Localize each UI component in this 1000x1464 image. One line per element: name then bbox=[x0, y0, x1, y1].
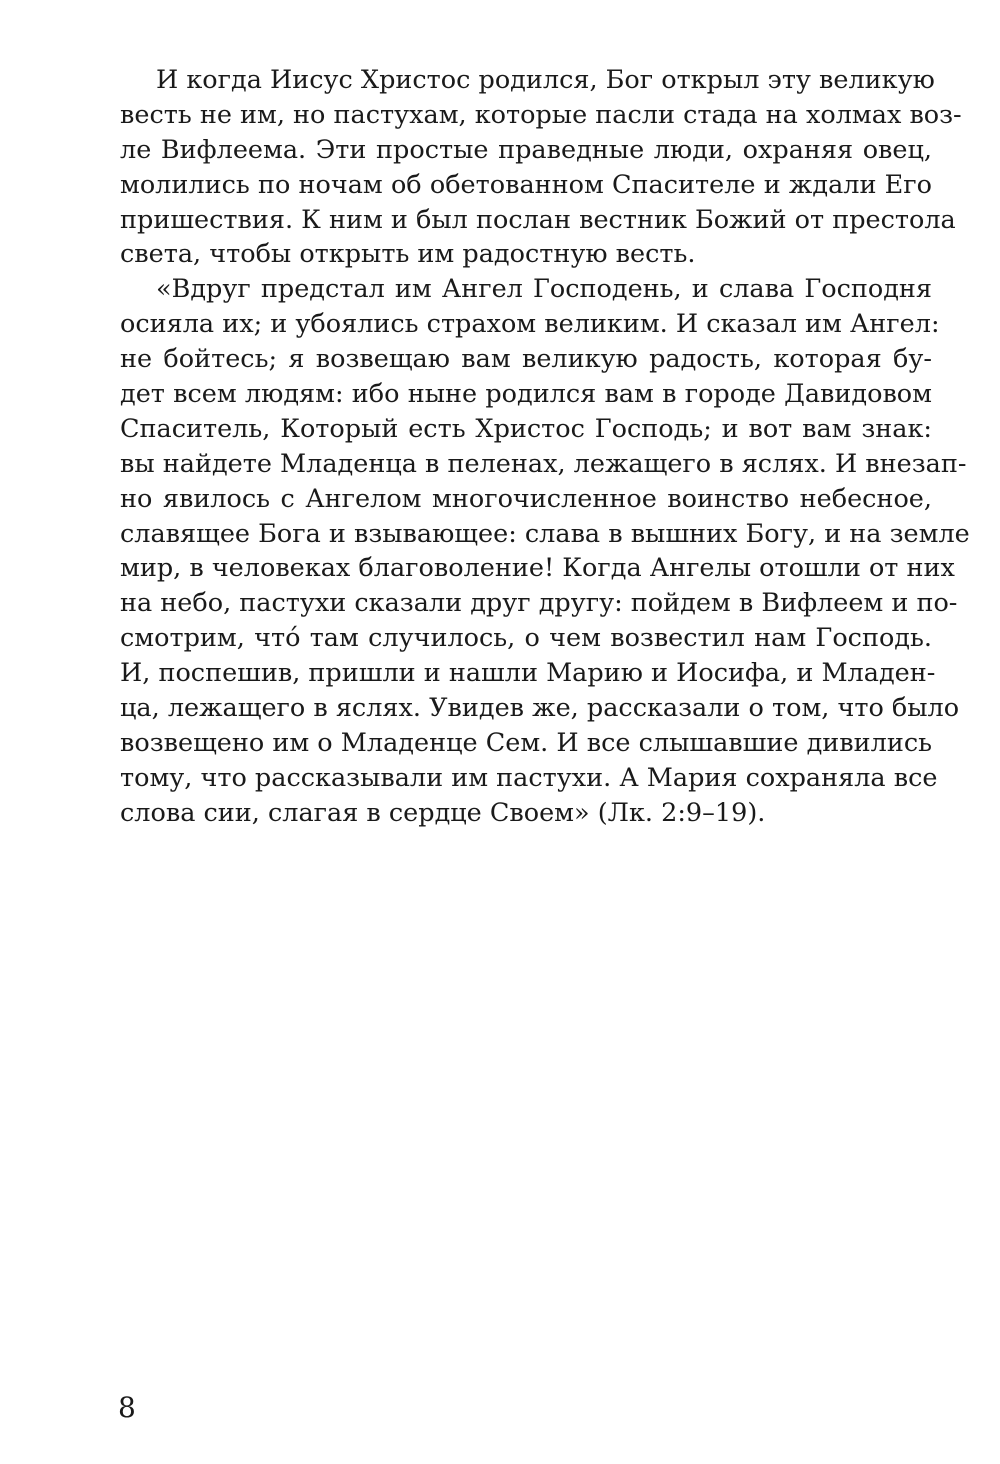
text-line: света, чтобы открыть им радостную весть. bbox=[120, 239, 696, 270]
text-line: славящее Бога и взывающее: слава в вышних Богу, и на земле bbox=[120, 518, 970, 549]
text-line: слова сии, слагая в сердце Своем» (Лк. 2:9–19). bbox=[120, 797, 766, 828]
paragraph-nativity-shepherds bbox=[120, 63, 962, 272]
text-line: пришествия. К ним и был послан вестник Божий от престола bbox=[120, 204, 956, 235]
text-line: И когда Иисус Христос родился, Бог открыл эту великую bbox=[156, 65, 935, 95]
text-line: И, поспешив, пришли и нашли Марию и Иосифа, и Младен- bbox=[120, 658, 936, 689]
body-text bbox=[120, 63, 970, 831]
text-line: молились по ночам об обетованном Спасителе и ждали Его bbox=[120, 169, 932, 200]
text-line: не бойтесь; я возвещаю вам великую радость, которая бу- bbox=[120, 344, 932, 375]
page-number: 8 bbox=[118, 1391, 136, 1424]
text-line: весть не им, но пастухам, которые пасли стада на холмах воз- bbox=[120, 99, 962, 130]
text-line: смотрим, что́ там случилось, о чем возвестил нам Господь. bbox=[120, 623, 932, 654]
text-line: возвещено им о Младенце Сем. И все слышавшие дивились bbox=[120, 727, 932, 758]
text-line: мир, в человеках благоволение! Когда Ангелы отошли от них bbox=[120, 553, 955, 584]
text-line: дет всем людям: ибо ныне родился вам в городе Давидовом bbox=[120, 379, 932, 410]
text-line: на небо, пастухи сказали друг другу: пойдем в Вифлеем и по- bbox=[120, 588, 958, 619]
text-line: вы найдете Младенца в пеленах, лежащего в яслях. И внезап- bbox=[120, 448, 967, 479]
text-line: осияла их; и убоялись страхом великим. И сказал им Ангел: bbox=[120, 309, 940, 340]
text-line: «Вдруг предстал им Ангел Господень, и слава Господня bbox=[156, 274, 932, 305]
text-line: ца, лежащего в яслях. Увидев же, рассказали о том, что было bbox=[120, 693, 960, 724]
text-line: но явилось с Ангелом многочисленное воинство небесное, bbox=[120, 483, 932, 514]
text-line: тому, что рассказывали им пастухи. А Мария сохраняла все bbox=[120, 762, 938, 793]
text-line: ле Вифлеема. Эти простые праведные люди, охраняя овец, bbox=[120, 134, 932, 165]
paragraph-luke-quote bbox=[120, 272, 970, 830]
text-line: Спаситель, Который есть Христос Господь; и вот вам знак: bbox=[120, 413, 932, 444]
